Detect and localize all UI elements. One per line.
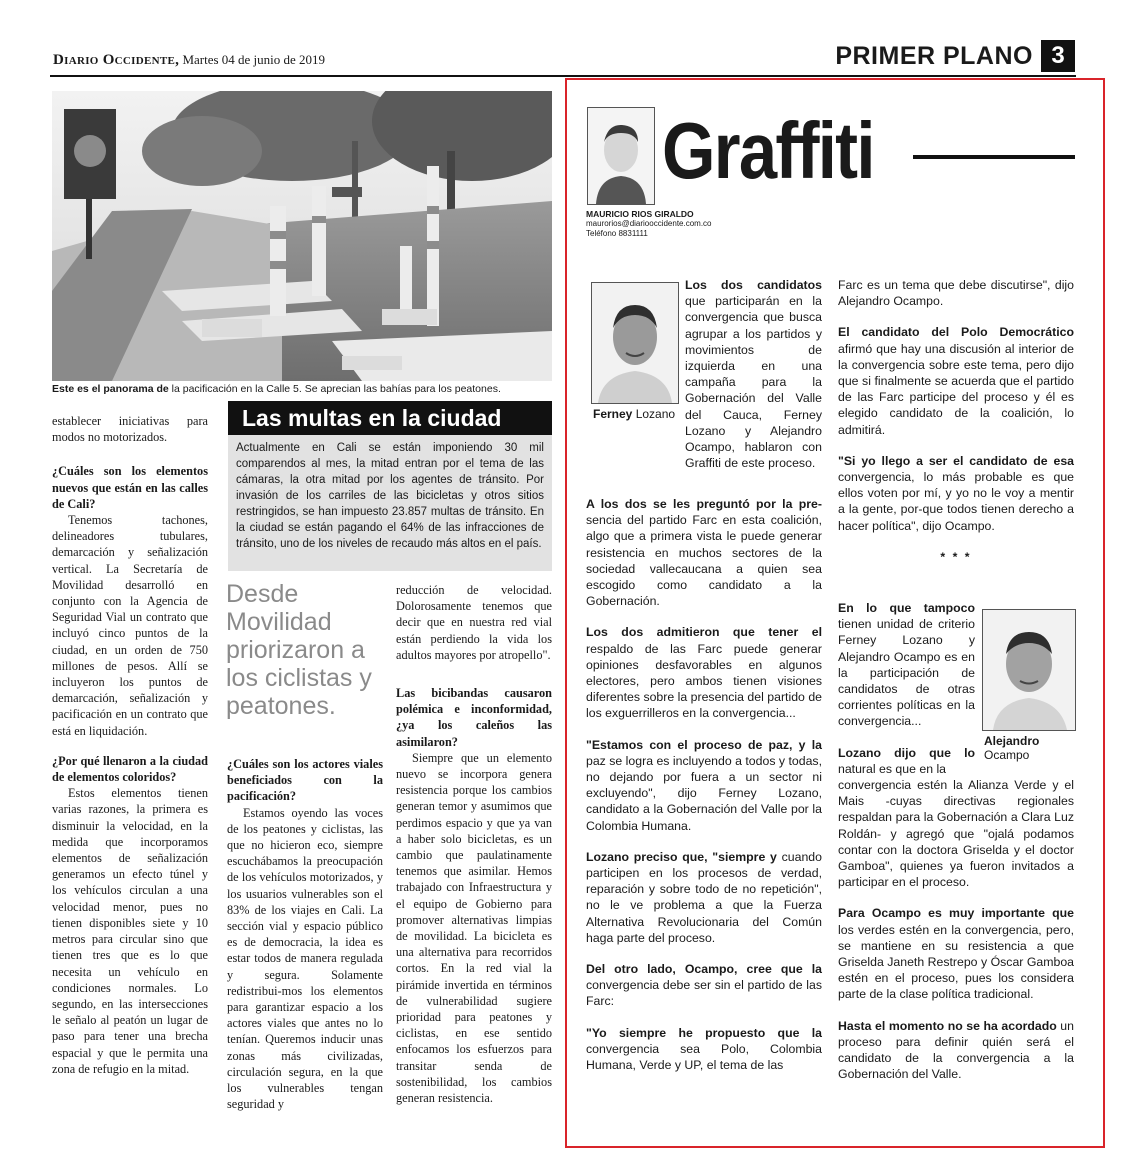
graffiti-col1 [586,496,822,1073]
multas-body: Actualmente en Cali se están imponiendo 30 mil comparendos al mes, la mitad entran por el tema de las cámaras, la otra mitad por los agentes de tránsito. Por invasión de los carriles de las bicicletas y otros sitios restringidos, se han impuesto 23.857 multas de tránsito. En la ciudad se están pagando el 64% de las infracciones de tránsito, uno de los niveles de recaudo más altos en el país. [228,435,552,571]
left-answer-1: Tenemos tachones, delineadores tubulares, demarcación y señalización vertical. La Secretaría de Movilidad desarrolló en conjunto con la Agencia de Seguridad Vial un contrato que incluyó cinco puntos de la ciudad, en un orden de 750 millones de pesos. Allí se incluyeron los puntos de demarcación, señalización y pacificación en un contrato que está en liquidación. [52,513,208,738]
g-c2-p3-text: convergencia, lo más probable es que ellos voten por mí, y yo no le voy a mentir a la gente, por-que todos tienen derecho a hacer política", dijo Ocampo. [838,470,1074,533]
middle-column [227,756,383,1112]
page-header-right [835,40,1075,72]
g-c1-p1-lead: Los dos candidatos [685,278,822,292]
alejandro-first-name: Alejandro [984,734,1040,748]
ferney-face-icon [592,283,678,403]
g-c2-p4-lead: En lo que tampoco [838,601,975,615]
issue-date: Martes 04 de junio de 2019 [182,52,326,67]
title-rule [913,155,1075,159]
alejandro-label [984,734,1039,762]
author-email: maurorios@diariooccidente.com.co [586,219,712,228]
author-portrait [587,107,655,205]
g-c1-p7-lead: "Yo siempre he propuesto que la [586,1025,822,1040]
ferney-label [593,407,675,421]
g-c1-p3-text: respaldo de las Farc puede generar opiniones desfavorables en algunos electores, pero ambos tienen visiones diferentes sobre la presencia del partido de los exguerrilleros en la convergencia... [586,641,822,721]
caption-bold: Este es el panorama de [52,383,169,395]
right-column [396,582,552,1106]
author-face-icon [588,108,654,204]
ferney-first-name: Ferney [593,407,633,421]
newspaper-name: Diario Occidente, [53,52,180,68]
g-c1-p5-lead: Lozano preciso que, "siempre y [586,849,777,864]
g-c2-p7-text: un proceso para definir quién será el candidato de la convergencia a la Gobernación del Valle. [838,1018,1074,1082]
g-c2-p4-text: tienen unidad de criterio Ferney Lozano y Alejandro Ocampo es en la participación de candidatos de otras corrientes políticas en la convergencia... [838,617,975,729]
left-question-1: ¿Cuáles son los elementos nuevos que están en las calles de Cali? [52,464,208,511]
mid-answer: Estamos oyendo las voces de los peatones y ciclistas, las que no hicieron eco, siempre escuchábamos la preocupación de los vehículos motorizados, y los usuarios vulnerables son el 83% de los viajes en Cali. La sección vial y espacio público es de democracia, la idea es estar todos de manera regulada y segura. Solamente redistribui-mos los elementos para garantizar espacio a los actores viales que antes no lo tenían. Queremos inducir unas zonas más civilizadas, circulación segura, en la que los vulnerables tengan seguridad y [227,805,383,1112]
graffiti-col2-mid [838,600,975,777]
g-c1-p7-text: convergencia sea Polo, Colombia Humana, Verde y UP, el tema de las [586,1041,822,1073]
pull-quote: Desde Movilidad priorizaron a los ciclistas y peatones. [226,580,372,720]
section-stars: * * * [940,549,972,564]
g-c1-p2-lead: A los dos se les preguntó por la pre- [586,497,822,511]
g-c2-p2-text: afirmó que hay una discusión al interior de la convergencia sobre este tema, pero dijo que si finalmente se acuerda que el partido de las Farc participe del proceso y él es elegido candidato de la coalición, lo admitirá. [838,341,1074,437]
left-column [52,413,208,1077]
alejandro-portrait [982,609,1076,731]
alejandro-last-name: Ocampo [984,748,1030,762]
right-question: Las bicibandas causaron polémica e inconformidad, ¿ya los caleños las asimilaron? [396,686,552,749]
g-c1-p2-text: sencia del partido Farc en esta coalición, algo que a primera vista le puede generar resistencia en muchos sectores de la sociedad vallecaucana a quien sea escogido como candidato a la Gobernación. [586,513,822,609]
graffiti-col2-top [838,277,1074,565]
g-c1-p6-lead: Del otro lado, Ocampo, cree que la [586,962,822,977]
graffiti-col2-bottom [838,777,1074,1082]
g-c2-p3-lead: "Si yo llego a ser el candidato de esa [838,453,1074,468]
street-photo-illustration [52,91,552,381]
g-c1-p4-lead: "Estamos con el proceso de paz, y la [586,737,822,752]
g-c2-p5-lead: Lozano dijo que lo [838,745,975,760]
g-c1-p3-lead: Los dos admitieron que tener el [586,625,822,640]
g-c2-p2-lead: El candidato del Polo Democrático [838,325,1074,340]
alejandro-face-icon [983,610,1075,730]
page-number: 3 [1041,40,1075,72]
multas-title: Las multas en la ciudad [228,401,552,435]
header-rule [50,75,1076,77]
graffiti-title: Graffiti [662,106,874,195]
photo-caption [52,383,552,395]
g-c2-p1: Farc es un tema que debe discutirse", dijo Alejandro Ocampo. [838,278,1074,309]
right-answer: Siempre que un elemento nuevo se incorpora genera resistencia porque los cambios generan temor y asumimos que perdimos espacio y que ya van a haber solo bicicletas, es un cambio que paulatinamente tenemos que asimilar. Hemos trabajado con Infraestructura y el equipo de Gobierno para promover alternativas limpias de movilidad. La bicicleta es una alternativa para recorridos cortos. En la red vial la pirámide invertida en términos de vulnerabilidad sugiere prioridad para peatones y ciclistas, en ese sentido enfocamos los esfuerzos para transitar senda de sostenibilidad, los cambios generan resistencia. [396,750,552,1106]
g-c2-p7-lead: Hasta el momento no se ha acordado [838,1018,1057,1033]
g-c1-p1-text: que participarán en la convergencia que busca agrupar a los partidos y movimientos de izquierda en una campaña para la Gobernación del Valle del Cauca, Ferney Lozano y Alejandro Ocampo, hablaron con Graffiti de este proceso. [685,294,822,471]
graffiti-col1-top [685,277,822,471]
g-c2-p5-text-a: natural es que en la [838,761,947,776]
section-title: PRIMER PLANO [835,41,1033,70]
g-c2-p6-lead: Para Ocampo es muy importante que [838,906,1074,921]
author-block [586,209,712,239]
left-question-2: ¿Por qué llenaron a la ciudad de elementos coloridos? [52,753,208,785]
main-photo [52,91,552,381]
author-name: MAURICIO RIOS GIRALDO [586,209,694,219]
right-paragraph-0: reducción de velocidad. Dolorosamente tenemos que decir que en nuestra red vial están perdiendo la vida los adultos mayores por atropello". [396,583,552,662]
g-c1-p4-text: paz se logra es incluyendo a todos y todas, no dejando por fuera a un sector ni excluyendo", dijo Ferney Lozano, candidato a la Gobernación del Valle por la Colombia Humana. [586,753,822,833]
mid-question: ¿Cuáles son los actores viales beneficiados con la pacificación? [227,757,383,804]
left-answer-2: Estos elementos tienen varias razones, la primera es disminuir la velocidad, en la medida que incorporamos elementos de señalización generamos un efecto túnel y los vehículos circulan a una velocidad menor, pues no tienen disponibles siete y 10 metros para circular sino que tienen tres que es lo que necesita un vehículo en condiciones normales. Lo segundo, en las intersecciones le señalo al peatón un lugar de paso para tener una brecha espacial y que le permita una zona de refugio en la mitad. [52,786,208,1076]
g-c2-p6-text: los verdes estén en la convergencia, pero, se mantiene en su resistencia a que Griselda Janeth Restrepo y Óscar Gamboa estén en el proceso, pues los considera parte de la clase política tradicional. [838,922,1074,1002]
ferney-last-name: Lozano [632,407,676,421]
caption-text: la pacificación en la Calle 5. Se aprecian las bahías para los peatones. [168,383,501,395]
page-header-left [53,52,325,69]
author-phone: Teléfono 8831111 [586,229,648,238]
ferney-portrait [591,282,679,404]
multas-sidebar [228,401,552,571]
g-c1-p6-text: convergencia debe ser sin el partido de las Farc: [586,978,822,1009]
left-paragraph-0: establecer iniciativas para modos no motorizados. [52,414,208,445]
g-c1-p5-text: cuando participen en los procesos de verdad, reparación y sobre todo de no repetición", no le ve problema a que la Fuerza Alternativa Revolucionaria del Común haga parte del proceso. [586,849,822,945]
g-c2-p5-text-b: convergencia estén la Alianza Verde y el Mais -cuyas directivas regionales respaldan para la Gobernación a Clara Luz Roldán- y agregó que "ojalá podamos contar con la doctora Griselda y el doctor Gamboa", quienes ya fueron invitados a participar en el proceso. [838,778,1074,890]
